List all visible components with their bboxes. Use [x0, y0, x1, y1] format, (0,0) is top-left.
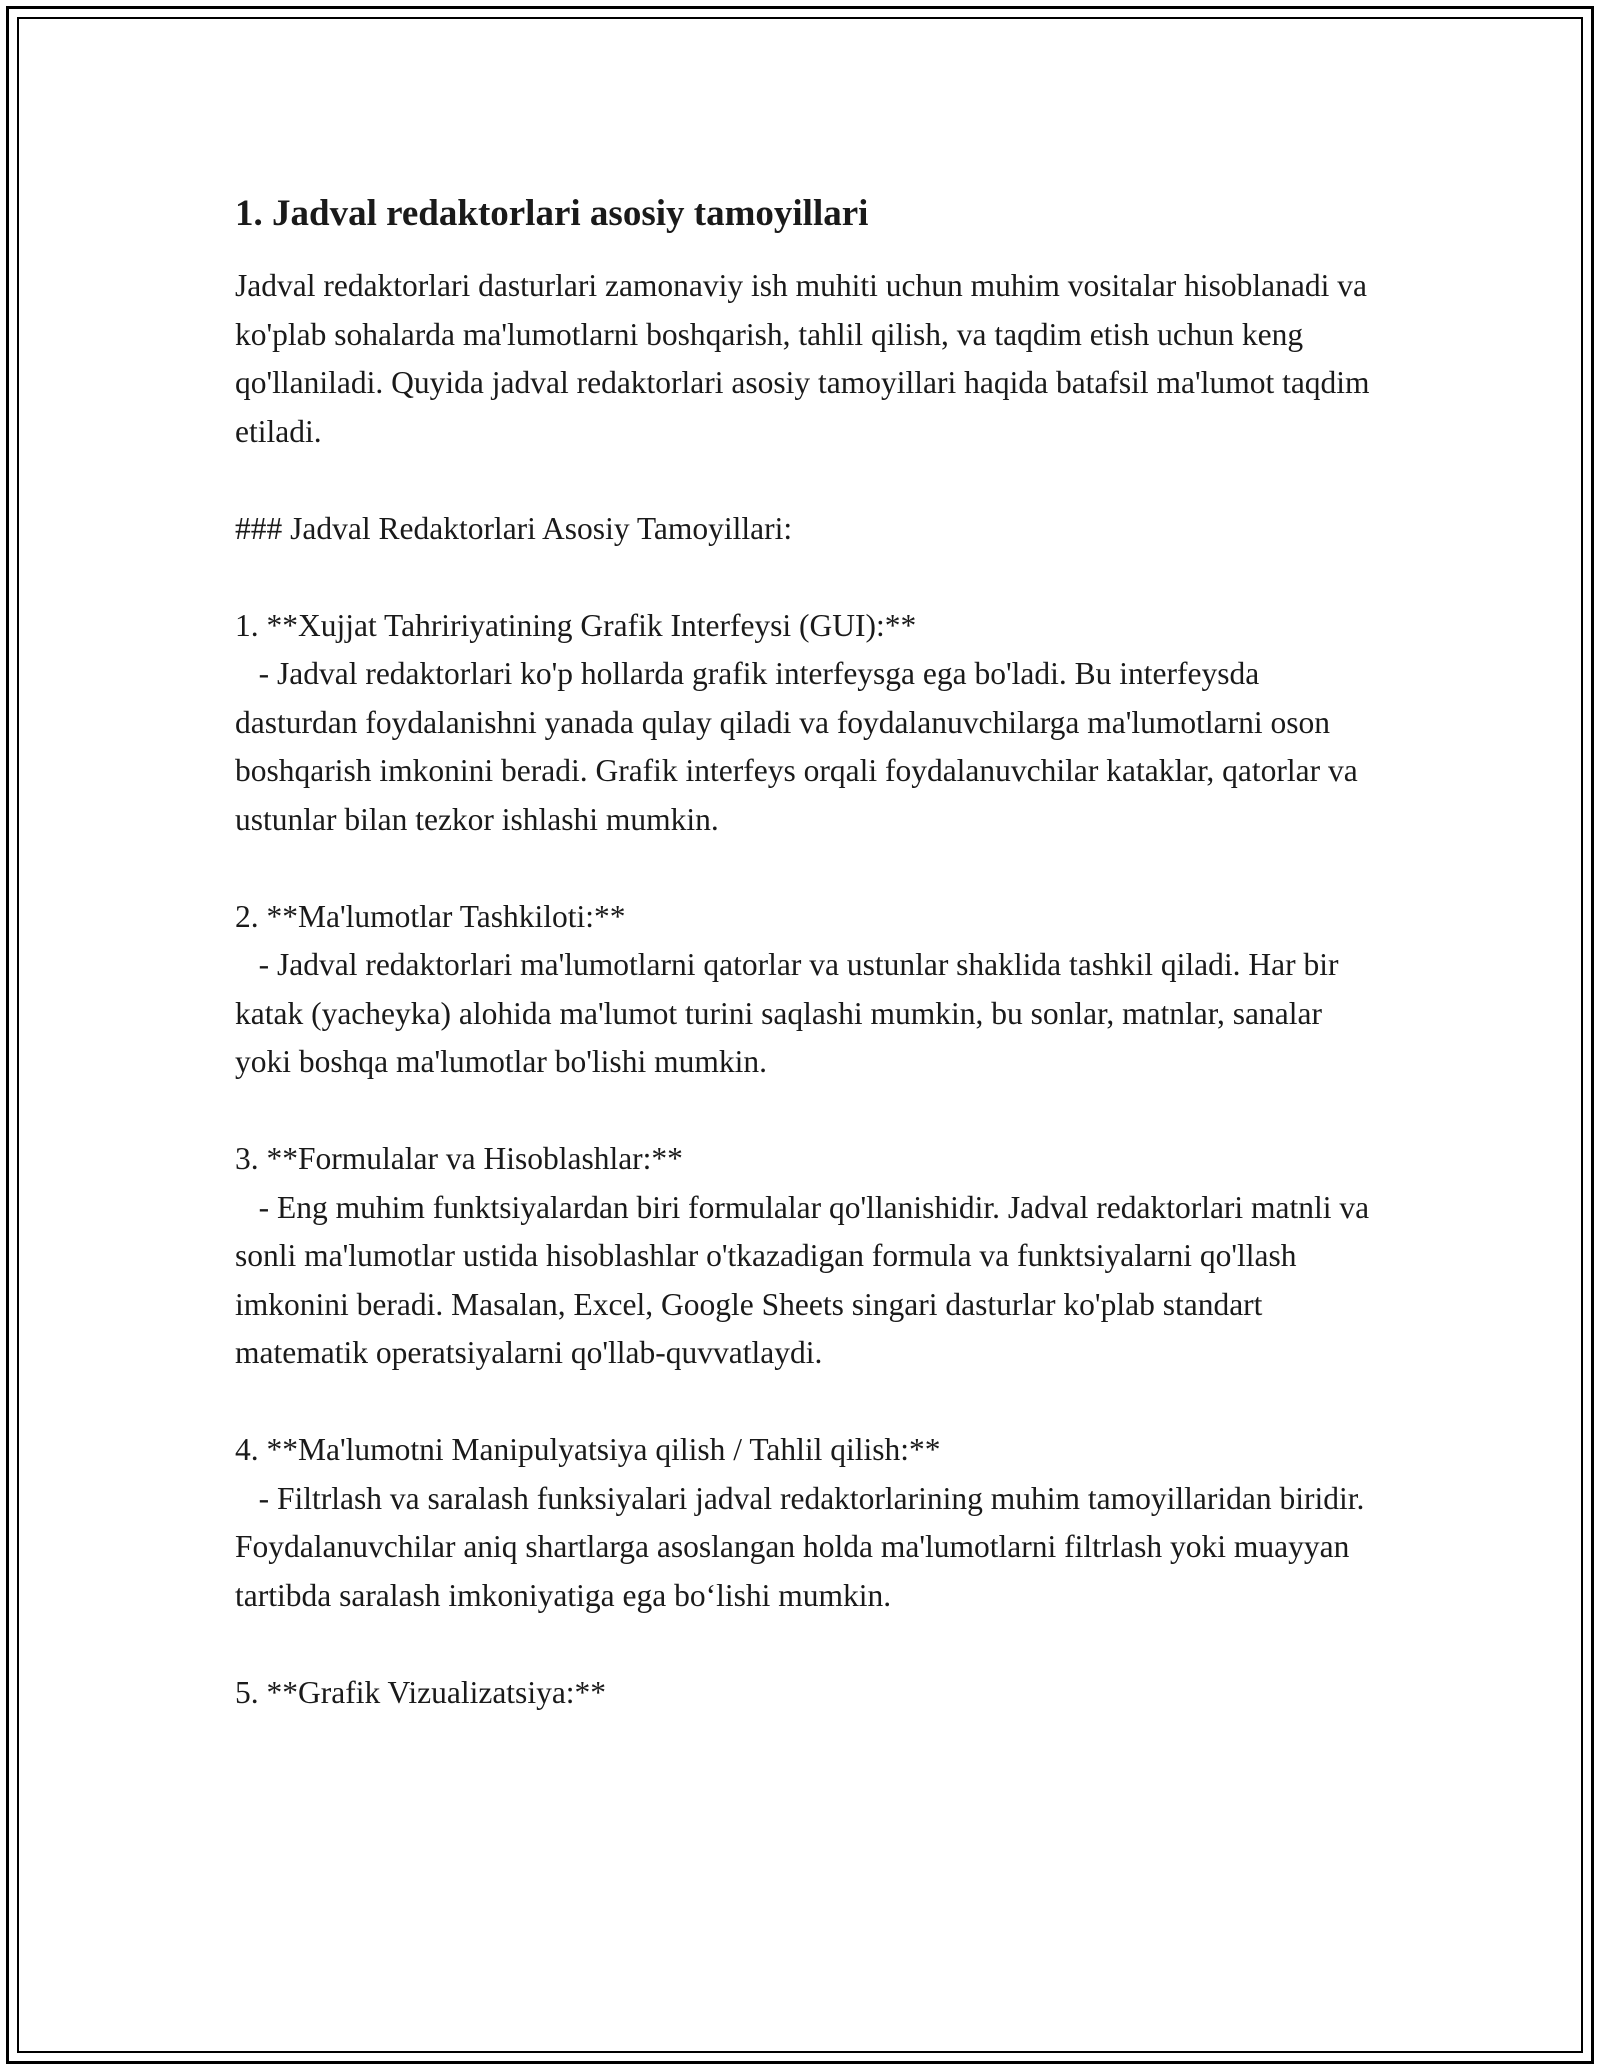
- paragraph-gap: [235, 1087, 1375, 1136]
- paragraph-gap: [235, 1620, 1375, 1669]
- intro-paragraph: Jadval redaktorlari dasturlari zamonaviy ish muhiti uchun muhim vositalar hisoblanadi va ko'plab sohalarda ma'lumotlarni boshqarish, tahlil qilish, va taqdim etish uchun keng qo'llaniladi. Quyida jadval redaktorlari asosiy tamoyillari haqida batafsil ma'lumot taqdim etiladi.: [235, 268, 1378, 449]
- paragraph-gap: [235, 844, 1375, 893]
- item-2-heading: 2. **Ma'lumotlar Tashkiloti:**: [235, 898, 626, 934]
- document-body: [235, 188, 1378, 1717]
- paragraph-gap: [235, 553, 1375, 602]
- item-1-heading: 1. **Xujjat Tahririyatining Grafik Interfeysi (GUI):**: [235, 607, 917, 643]
- item-3-body: - Eng muhim funktsiyalardan biri formulalar qo'llanishidir. Jadval redaktorlari matnli va sonli ma'lumotlar ustida hisoblashlar o'tkazadigan formula va funktsiyalarni qo'llash imkonini beradi. Masalan, Excel, Google Sheets singari dasturlar ko'plab standart matematik operatsiyalarni qo'llab-quvvatlaydi.: [235, 1189, 1378, 1370]
- item-2-body: - Jadval redaktorlari ma'lumotlarni qatorlar va ustunlar shaklida tashkil qiladi. Har bir katak (yacheyka) alohida ma'lumot turini saqlashi mumkin, bu sonlar, matnlar, sanalar yoki boshqa ma'lumotlar bo'lishi mumkin.: [235, 947, 1347, 1079]
- section-heading: ### Jadval Redaktorlari Asosiy Tamoyillari:: [235, 510, 793, 546]
- item-3-heading: 3. **Formulalar va Hisoblashlar:**: [235, 1141, 683, 1176]
- paragraph-gap: [235, 1378, 1375, 1427]
- item-5-heading: 5. **Grafik Vizualizatsiya:**: [235, 1674, 607, 1710]
- item-1-body: - Jadval redaktorlari ko'p hollarda grafik interfeysga ega bo'ladi. Bu interfeysda dasturdan foydalanishni yanada qulay qiladi va foydalanuvchilarga ma'lumotlarni oson boshqarish imkonini beradi. Grafik interfeys orqali foydalanuvchilar kataklar, qatorlar va ustunlar bilan tezkor ishlashi mumkin.: [235, 656, 1366, 837]
- item-4-body: - Filtrlash va saralash funksiyalari jadval redaktorlarining muhim tamoyillaridan biridir. Foydalanuvchilar aniq shartlarga asoslangan holda ma'lumotlarni filtrlash yoki muayyan tartibda saralash imkoniyatiga ega bo‘lishi mumkin.: [235, 1480, 1373, 1613]
- document-title: 1. Jadval redaktorlari asosiy tamoyillari: [235, 193, 869, 234]
- item-4-heading: 4. **Ma'lumotni Manipulyatsiya qilish / Tahlil qilish:**: [235, 1432, 941, 1467]
- paragraph-gap: [235, 456, 1375, 505]
